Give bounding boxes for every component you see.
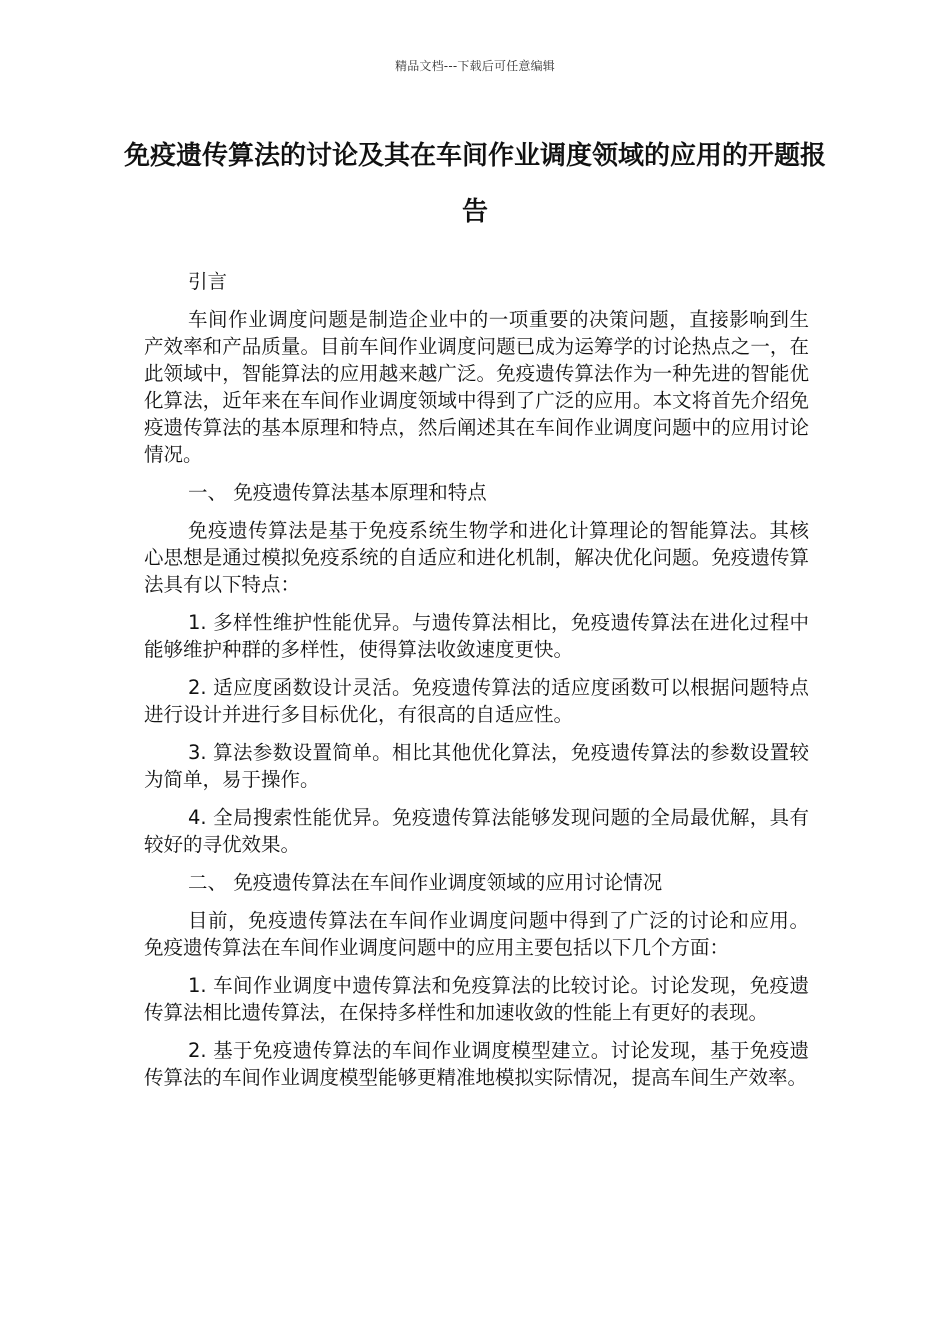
list-item-feature-4: 4. 全局搜索性能优异。免疫遗传算法能够发现问题的全局最优解，具有较好的寻优效果。 <box>144 806 809 856</box>
list-item-application-2: 2. 基于免疫遗传算法的车间作业调度模型建立。讨论发现，基于免疫遗传算法的车间作业调度模型能够更精准地模拟实际情况，提高车间生产效率。 <box>144 1039 809 1089</box>
section-heading-2: 二、 免疫遗传算法在车间作业调度领域的应用讨论情况 <box>188 871 663 894</box>
document-body <box>144 268 809 1102</box>
paragraph-intro-heading: 引言 <box>188 270 228 293</box>
section-heading-1: 一、 免疫遗传算法基本原理和特点 <box>188 481 487 504</box>
paragraph-section-1: 免疫遗传算法是基于免疫系统生物学和进化计算理论的智能算法。其核心思想是通过模拟免疫系统的自适应和进化机制，解决优化问题。免疫遗传算法具有以下特点： <box>144 519 809 596</box>
header-note: 精品文档---下载后可任意编辑 <box>395 59 555 73</box>
list-item-feature-1: 1. 多样性维护性能优异。与遗传算法相比，免疫遗传算法在进化过程中能够维护种群的多样性，使得算法收敛速度更快。 <box>144 611 809 661</box>
list-item-feature-2: 2. 适应度函数设计灵活。免疫遗传算法的适应度函数可以根据问题特点进行设计并进行多目标优化，有很高的自适应性。 <box>144 676 809 726</box>
paragraph-section-2: 目前，免疫遗传算法在车间作业调度问题中得到了广泛的讨论和应用。免疫遗传算法在车间作业调度问题中的应用主要包括以下几个方面： <box>144 909 809 959</box>
list-item-feature-3: 3. 算法参数设置简单。相比其他优化算法，免疫遗传算法的参数设置较为简单，易于操作。 <box>144 741 809 791</box>
list-item-application-1: 1. 车间作业调度中遗传算法和免疫算法的比较讨论。讨论发现，免疫遗传算法相比遗传算法，在保持多样性和加速收敛的性能上有更好的表现。 <box>144 974 809 1024</box>
paragraph-intro: 车间作业调度问题是制造企业中的一项重要的决策问题，直接影响到生产效率和产品质量。目前车间作业调度问题已成为运筹学的讨论热点之一，在此领域中，智能算法的应用越来越广泛。免疫遗传算法作为一种先进的智能优化算法，近年来在车间作业调度领域中得到了广泛的应用。本文将首先介绍免疫遗传算法的基本原理和特点，然后阐述其在车间作业调度问题中的应用讨论情况。 <box>144 308 809 466</box>
document-title: 免疫遗传算法的讨论及其在车间作业调度领域的应用的开题报告 <box>123 141 826 227</box>
